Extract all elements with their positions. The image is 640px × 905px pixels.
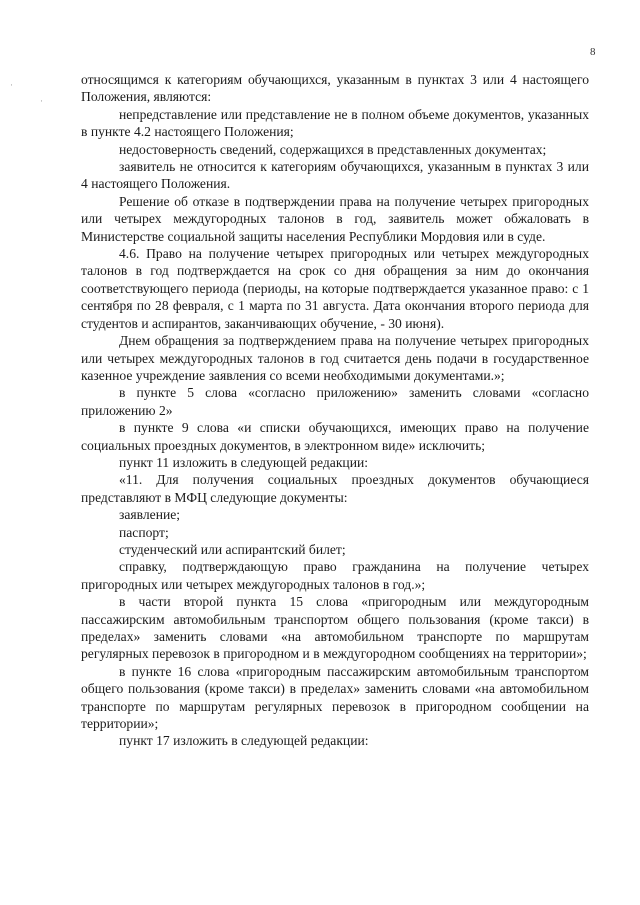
document-body: [81, 71, 589, 750]
paragraph: пункт 17 изложить в следующей редакции:: [119, 733, 369, 749]
paragraph: 4.6. Право на получение четырех пригородных или четырех междугородных талонов в год подтверждается на срок со дня обращения за ним до окончания соответствующего периода (периоды, на которые подтверждается указанное право: с 1 сентября по 28 февраля, с 1 марта по 31 августа. Дата окончания второго периода для студентов и аспирантов, заканчивающих обучение, - 30 июня).: [81, 246, 589, 331]
paragraph: в пункте 16 слова «пригородным пассажирским автомобильным транспортом общего пользования (кроме такси) в пределах» заменить словами «на автомобильном транспорте по маршрутам регулярных перевозок в пригородном сообщении на территории»;: [81, 663, 589, 732]
paragraph: справку, подтверждающую право гражданина на получение четырех пригородных или четырех междугородных талонов в год.»;: [81, 559, 589, 592]
paragraph: Решение об отказе в подтверждении права на получение четырех пригородных или четырех междугородных талонов в год, заявитель может обжаловать в Министерстве социальной защиты населения Республики Мордовия или в суде.: [81, 193, 589, 244]
paragraph: в части второй пункта 15 слова «пригородным или междугородным пассажирским автомобильным транспортом общего пользования (кроме такси) в пределах» заменить словами «на автомобильном транспорте по маршрутам регулярных перевозок в пригородном и в междугородном сообщениях на территории»;: [81, 594, 589, 662]
paragraph: недостоверность сведений, содержащихся в представленных документах;: [119, 141, 547, 157]
paragraph: в пункте 5 слова «согласно приложению» заменить словами «согласно приложению 2»: [81, 385, 589, 418]
paragraph: паспорт;: [119, 524, 169, 540]
paragraph: непредставление или представление не в полном объеме документов, указанных в пункте 4.2 настоящего Положения;: [81, 106, 589, 140]
paragraph: «11. Для получения социальных проездных документов обучающиеся представляют в МФЦ следующие документы:: [81, 472, 589, 505]
paragraph: относящимся к категориям обучающихся, указанным в пунктах 3 или 4 настоящего Положения, являются:: [81, 72, 589, 105]
paragraph: Днем обращения за подтверждением права на получение четырех пригородных или четырех междугородных талонов в год считается день подачи в государственное казенное учреждение заявления со всеми необходимыми документами.»;: [81, 333, 589, 383]
scan-mark: ·: [40, 96, 43, 106]
paragraph: студенческий или аспирантский билет;: [119, 541, 346, 557]
paragraph: пункт 11 изложить в следующей редакции:: [119, 454, 369, 470]
page-number: 8: [590, 46, 596, 58]
paragraph: заявление;: [119, 507, 181, 523]
scan-mark: ·: [10, 80, 13, 90]
paragraph: в пункте 9 слова «и списки обучающихся, имеющих право на получение социальных проездных документов, в электронном виде» исключить;: [81, 420, 589, 453]
paragraph: заявитель не относится к категориям обучающихся, указанным в пунктах 3 или 4 настоящего Положения.: [81, 159, 589, 192]
